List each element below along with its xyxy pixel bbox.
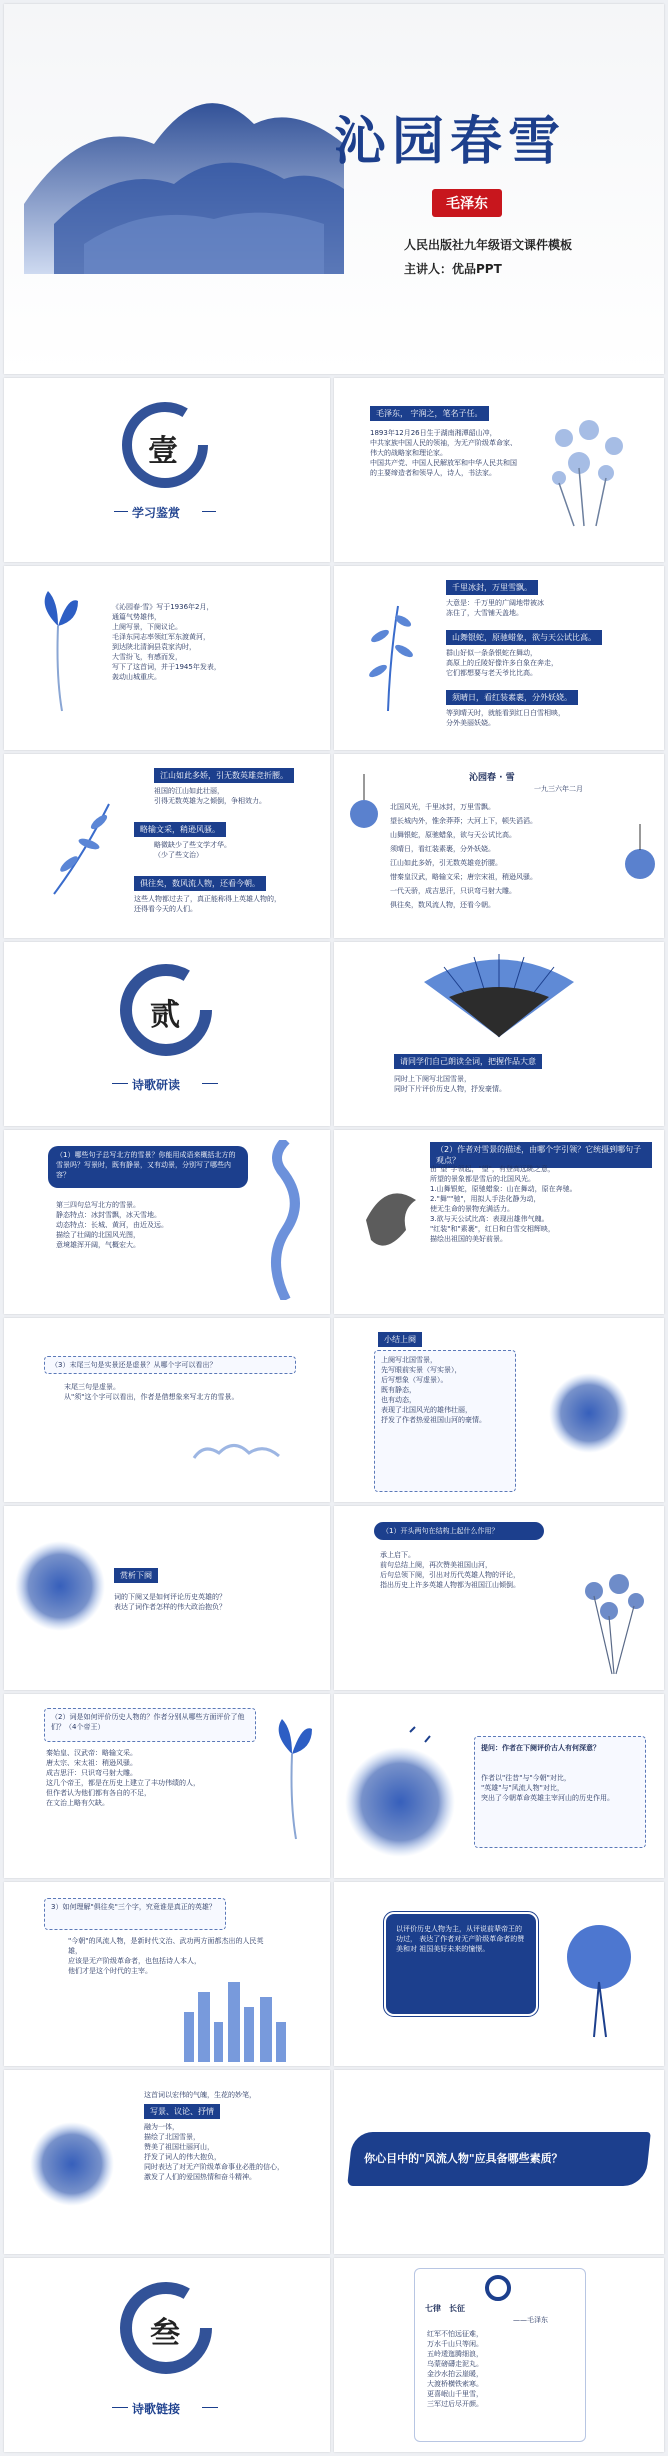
note-tag: 俱往矣，数风流人物，还看今朝。 — [134, 876, 266, 891]
blue-ink-splash-art — [10, 1526, 130, 1646]
question-box — [48, 1146, 248, 1188]
question-slide-2 — [334, 1130, 664, 1314]
section-slide-3 — [4, 2258, 330, 2452]
divider-line — [202, 2407, 218, 2408]
note-text: 群山好似一条条银蛇在舞动， 高原上的丘陵好像许多白象在奔走， 它们都想要与老天爷比比高。 — [446, 649, 558, 677]
conclusion-slide — [334, 1882, 664, 2066]
meaning-slide — [334, 1694, 664, 1878]
flower-bouquet-art — [554, 1912, 644, 2042]
flower-bouquet-art — [574, 1566, 654, 1676]
answer-text: 承上启下。 前句总结上阕，再次赞美祖国山河， 后句总领下阕，引出对历代英雄人物的评论， 指出历史上许多英雄人物都为祖国江山倾倒。 — [380, 1551, 520, 1589]
author-slide — [334, 378, 664, 562]
blue-smoke-art — [256, 1140, 316, 1300]
blue-flower-art — [28, 586, 88, 716]
blue-flower-art — [534, 1358, 644, 1468]
divider-line — [112, 2407, 128, 2408]
question-text: 提问：作者在下阕评价古人有何深意？ — [481, 1744, 600, 1752]
note-tag: 千里冰封，万里雪飘。 — [446, 580, 538, 595]
section-numeral: 叁 — [150, 2316, 180, 2351]
cover-slide — [4, 4, 664, 374]
note-text: 略微缺少了些文学才华。 （少了些文治） — [154, 841, 231, 859]
divider-line — [114, 511, 128, 512]
section-slide-1 — [4, 378, 330, 562]
question-text: （2）词是如何评价历史人物的？作者分别从哪些方面评价了他们？（4个帝王） — [51, 1713, 245, 1731]
ink-lantern-art — [344, 774, 384, 844]
poem-title: 七律 长征 — [425, 2304, 465, 2313]
question-text: （2）作者对雪景的描述，由哪个字引领？它统摄到哪句子观点？ — [430, 1142, 652, 1168]
summary-highlight: 写景、议论、抒情 — [144, 2104, 220, 2119]
folding-fan-art — [419, 952, 579, 1042]
city-skyline-art — [174, 1972, 304, 2062]
question-text: 3）如何理解"俱往矣"三个字，究竟谁是真正的英雄？ — [51, 1903, 216, 1911]
note-text: 等到晴天时，就能看到红日白雪相映， 分外美丽妖娆。 — [446, 709, 565, 727]
poem-frame — [414, 2268, 586, 2442]
summary-text: 融为一体， 描绘了北国雪景， 赞美了祖国壮丽河山， 抒发了词人的伟大抱负， 同时表达了对无产阶级革命事业必胜的信心， 激发了人们的爱国热情和奋斗精神。 — [144, 2123, 284, 2181]
question-box — [44, 1898, 226, 1930]
lower-part-slide — [4, 1506, 330, 1690]
divider-line — [112, 1083, 128, 1084]
section-slide-2 — [4, 942, 330, 1126]
note-tag: 须晴日，看红装素裹，分外妖娆。 — [446, 690, 578, 705]
discussion-banner — [347, 2132, 651, 2186]
summary-slide-2 — [4, 2070, 330, 2254]
answer-text: 由"望"字领起，"望"，有登高远眺之意， 所望的景象都是雪后的北国风光。 1.山舞银蛇，原驰蜡象：山在舞动，原在奔驰。 2."舞""驰"，用拟人手法化静为动， 使无生命的景物充满活力。 3.欲与天公试比高：表现出雄伟气魄。 "红装"和"素裹"，红日和白雪交相辉映， 描绘出祖国的美好前景。 — [430, 1165, 577, 1243]
poem-date: 一九三六年二月 — [534, 785, 583, 793]
question-slide-3 — [4, 1318, 330, 1502]
question-slide-6 — [4, 1882, 330, 2066]
reading-text: 同时上下阕写北国雪景， 同时下片评价历史人物，抒发豪情。 — [394, 1075, 506, 1093]
leaf-art — [44, 794, 114, 904]
section-numeral: 壹 — [148, 434, 178, 469]
question-text: （3）末尾三句是实景还是虚景？从哪个字可以看出？ — [51, 1361, 217, 1369]
author-badge: 毛泽东 — [432, 189, 502, 217]
note-text: 大意是：千万里的广阔地带被冰 冻住了，大雪铺天盖地。 — [446, 599, 544, 617]
poem-author: ——毛泽东 — [513, 2316, 548, 2324]
section-title: 学习鉴赏 — [132, 506, 181, 520]
conclusion-box — [384, 1912, 538, 2016]
summary-slide-1 — [334, 1318, 664, 1502]
poem-title: 沁园春 · 雪 — [469, 773, 515, 783]
summary-prefix: 这首词以宏伟的气魄，生花的妙笔， — [144, 2091, 256, 2099]
note-tag: 江山如此多娇，引无数英雄竞折腰。 — [154, 768, 294, 783]
linked-poem-slide — [334, 2258, 664, 2452]
note-tag: 山舞银蛇，原驰蜡象，欲与天公试比高。 — [446, 630, 602, 645]
flower-art — [534, 408, 644, 528]
reading-slide — [334, 942, 664, 1126]
author-label: 毛泽东， 字润之，笔名子任。 — [370, 406, 489, 421]
question-slide-4 — [334, 1506, 664, 1690]
summary-box — [374, 1350, 516, 1492]
discussion-text: 你心目中的"风流人物"应具备哪些素质？ — [364, 2152, 563, 2165]
ink-woman-art — [340, 1722, 460, 1872]
question-slide-5 — [4, 1694, 330, 1878]
question-text: （1）哪些句子总写北方的雪景？你能用成语来概括北方的雪景吗？写景时，既有静景，又有动景，分别写了哪些内容？ — [56, 1151, 236, 1179]
ink-circle-art — [483, 2273, 513, 2303]
background-slide — [4, 566, 330, 750]
answer-text: "今朝"的风流人物，是新时代文治、武功两方面都杰出的人民英雄， 应该是无产阶级革命者，也包括诗人本人， 他们才是这个时代的主宰。 — [68, 1937, 264, 1975]
answer-text: 作者以"往昔"与"今朝"对比， "英雄"与"风流人物"对比， 突出了今朝革命英雄主宰河山的历史作用。 — [481, 1774, 614, 1802]
meaning-box — [474, 1736, 646, 1848]
question-box — [44, 1708, 256, 1742]
answer-text: 秦始皇、汉武帝：略输文采。 唐太宗、宋太祖：稍逊风骚。 成吉思汗：只识弯弓射大雕。 这几个帝王，都是在历史上建立了丰功伟绩的人， 但作者认为他们都有各自的不足， 在文治上略有欠缺。 — [46, 1749, 200, 1807]
lower-part-question: 词的下阕又是如何评论历史英雄的？ 表达了词作者怎样的伟大政治抱负？ — [114, 1593, 226, 1611]
answer-text: 末尾三句是虚景。 从"须"这个字可以看出，作者是借想象来写北方的雪景。 — [64, 1383, 239, 1401]
question-slide-1 — [4, 1130, 330, 1314]
notes-slide-2 — [4, 754, 330, 938]
summary-text: 上阕写北国雪景， 先写眼前实景（写实景）， 后写想象（写虚景）。 既有静态， 也有动态， 表现了北国风光的雄伟壮丽， 抒发了作者热爱祖国山河的豪情。 — [381, 1356, 486, 1424]
ink-lantern-art — [620, 824, 660, 904]
reading-bar: 请同学们自己朗读全词，把握作品大意 — [394, 1054, 542, 1069]
note-text: 祖国的江山如此壮丽， 引得无数英雄为之倾倒，争相效力。 — [154, 787, 266, 805]
notes-slide-1 — [334, 566, 664, 750]
divider-line — [202, 1083, 218, 1084]
discussion-slide — [334, 2070, 664, 2254]
section-title: 诗歌链接 — [132, 2402, 181, 2416]
section-title: 诗歌研读 — [132, 1078, 181, 1092]
poem-slide — [334, 754, 664, 938]
conclusion-text: 以评价历史人物为主，从评说前辈帝王的功过， 表达了作者对无产阶级革命者的赞美和对 祖国美好未来的憧憬。 — [396, 1925, 525, 1953]
leaf-art — [358, 596, 418, 716]
divider-line — [202, 511, 216, 512]
cover-title: 沁园春雪 — [334, 111, 567, 172]
summary-tag: 小结上阕 — [378, 1332, 422, 1347]
cover-subtitle: 人民出版社九年级语文课件模板 — [404, 238, 573, 252]
lower-part-tag: 赏析下阕 — [114, 1568, 158, 1583]
author-bio: 1893年12月26日生于湖南湘潭韶山冲， 中共家族中国人民的领袖，为无产阶级革命家、 伟大的战略家和理论家。 中国共产党、中国人民解放军和中华人民共和国 的主要缔造者和领导人，诗人，书法家。 — [370, 429, 517, 477]
poem-text: 北国风光，千里冰封，万里雪飘。 望长城内外，惟余莽莽；大河上下，顿失滔滔。 山舞银蛇，原驰蜡象，欲与天公试比高。 须晴日，看红装素裹，分外妖娆。 江山如此多娇，引无数英雄竞折腰。 惜秦皇汉武，略输文采；唐宗宋祖，稍逊风骚。 一代天骄，成吉思汗，只识弯弓射大雕。 俱往矣，数风流人物，还看今朝。 — [390, 803, 537, 909]
blue-flower-art — [262, 1714, 322, 1844]
section-numeral: 贰 — [150, 998, 180, 1033]
answer-text: 第三四句总写北方的雪景。 静态特点：冰封雪飘，冰天雪地。 动态特点：长城、黄河，由近及远。 描绘了壮阔的北国风光图， 意境雄浑开阔，气概宏大。 — [56, 1201, 168, 1249]
ink-bird-art — [346, 1170, 426, 1260]
cloud-art — [184, 1438, 304, 1468]
cover-presenter: 主讲人：优品PPT — [404, 262, 502, 276]
question-box — [374, 1522, 544, 1540]
poem-text: 红军不怕远征难， 万水千山只等闲。 五岭逶迤腾细浪， 乌蒙磅礴走泥丸。 金沙水拍云崖暖， 大渡桥横铁索寒。 更喜岷山千里雪， 三军过后尽开颜。 — [427, 2330, 483, 2408]
question-box — [44, 1356, 296, 1374]
mountain-ink-art — [24, 54, 344, 274]
question-text: （1）开头两句在结构上起什么作用？ — [382, 1527, 499, 1535]
note-text: 这些人物都过去了，真正能称得上英雄人物的， 还得看今天的人们。 — [134, 895, 281, 913]
ink-circle-art — [22, 2114, 122, 2214]
note-tag: 略输文采，稍逊风骚。 — [134, 822, 226, 837]
background-text: 《沁园春·雪》写于1936年2月， 通篇气势雄伟， 上阕写景，下阕议论。 毛泽东同志率领红军东渡黄河， 到达陕北清涧县袁家沟时， 大雪纷飞，有感而发， 写下了这首词，并于1945年发表， 轰动山城重庆。 — [112, 603, 221, 681]
